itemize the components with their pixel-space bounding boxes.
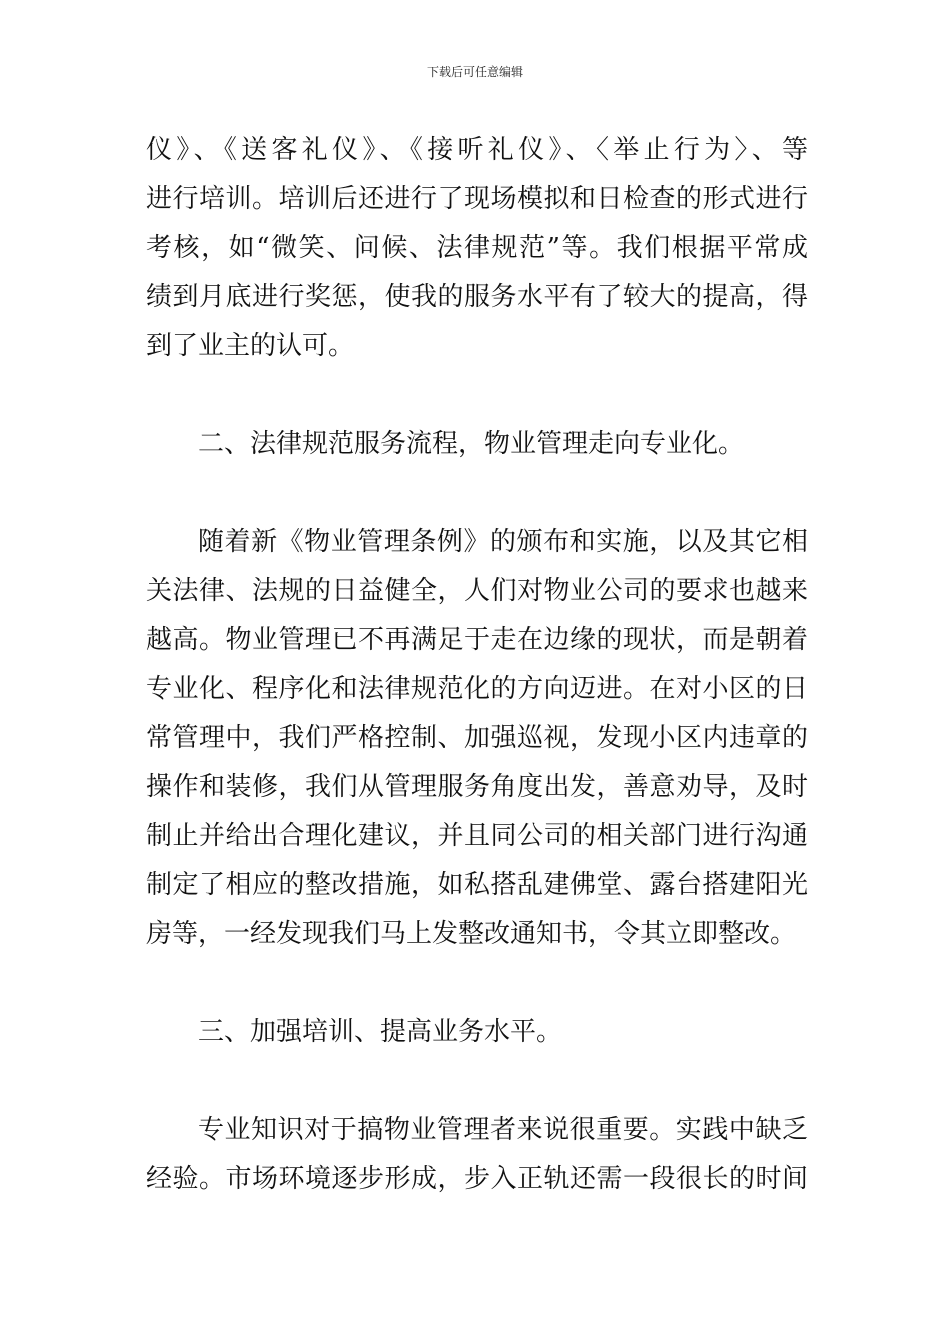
- paragraph-gap: [146, 371, 808, 420]
- text-line: 制止并给出合理化建议，并且同公司的相关部门进行沟通: [146, 821, 808, 851]
- text-line: 到了业主的认可。: [146, 331, 355, 361]
- paragraph-gap: [146, 959, 808, 1008]
- heading-text: 三、加强培训、提高业务水平。: [198, 1017, 563, 1047]
- paragraph: [146, 1106, 808, 1204]
- section-heading: [146, 1008, 808, 1057]
- text-line: 随着新《物业管理条例》的颁布和实施，以及其它相: [198, 527, 808, 557]
- text-line: 进行培训。培训后还进行了现场模拟和日检查的形式进行: [146, 184, 808, 214]
- heading-text: 二、法律规范服务流程，物业管理走向专业化。: [198, 429, 745, 459]
- text-line: 关法律、法规的日益健全，人们对物业公司的要求也越来: [146, 576, 808, 606]
- page-header-note: 下载后可任意编辑: [426, 65, 523, 79]
- paragraph: [146, 126, 808, 371]
- paragraph: [146, 518, 808, 959]
- paragraph-gap: [146, 469, 808, 518]
- section-heading: [146, 420, 808, 469]
- text-line: 专业化、程序化和法律规范化的方向迈进。在对小区的日: [146, 674, 808, 704]
- text-line: 房等，一经发现我们马上发整改通知书，令其立即整改。: [146, 919, 797, 949]
- text-line: 考核，如“微笑、问候、法律规范”等。我们根据平常成: [146, 233, 808, 263]
- document-body: [146, 126, 808, 1204]
- paragraph-gap: [146, 1057, 808, 1106]
- text-line: 专业知识对于搞物业管理者来说很重要。实践中缺乏: [198, 1115, 808, 1145]
- text-line: 常管理中，我们严格控制、加强巡视，发现小区内违章的: [146, 723, 808, 753]
- text-line: 制定了相应的整改措施，如私搭乱建佛堂、露台搭建阳光: [146, 870, 808, 900]
- text-line: 绩到月底进行奖惩，使我的服务水平有了较大的提高，得: [146, 282, 808, 312]
- text-line: 仪》、《送客礼仪》、《接听礼仪》、〈举止行为〉、等: [146, 135, 808, 165]
- text-line: 越高。物业管理已不再满足于走在边缘的现状，而是朝着: [146, 625, 808, 655]
- text-line: 经验。市场环境逐步形成，步入正轨还需一段很长的时间: [146, 1164, 808, 1194]
- text-line: 操作和装修，我们从管理服务角度出发，善意劝导，及时: [146, 772, 808, 802]
